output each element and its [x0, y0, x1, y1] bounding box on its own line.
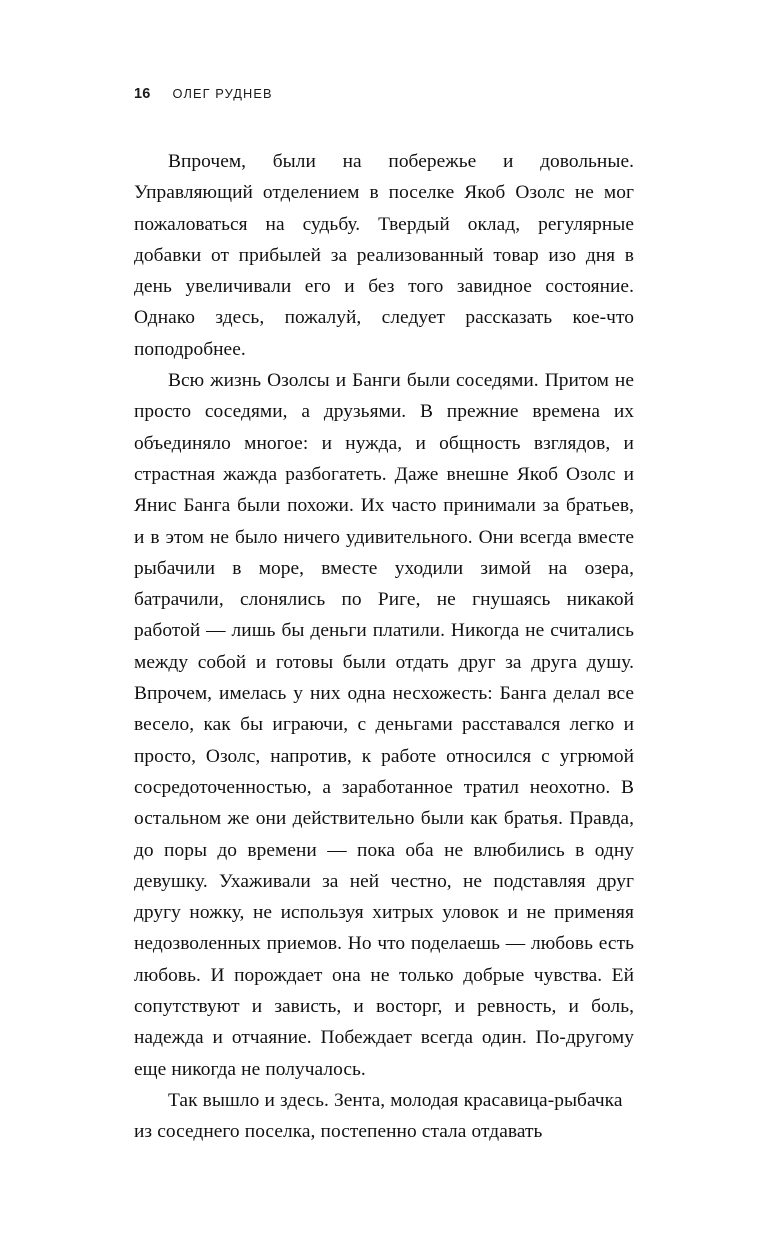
body-text	[134, 146, 634, 1148]
running-head-author: ОЛЕГ РУДНЕВ	[172, 86, 273, 101]
page-number: 16	[134, 86, 151, 102]
paragraph: Впрочем, были на побережье и довольные. Управляющий отделением в поселке Якоб Озолс не мог пожаловаться на судьбу. Твердый оклад, регулярные добавки от прибылей за реализованный товар изо дня в день увеличивали его и без того завидное состояние. Однако здесь, пожалуй, следует рассказать кое-что поподробнее.	[134, 151, 634, 360]
running-head	[134, 86, 634, 102]
page-content	[134, 86, 634, 1148]
paragraph: Так вышло и здесь. Зента, молодая красавица-рыбачка из соседнего поселка, постепенно стала отдавать	[134, 1089, 623, 1143]
paragraph: Всю жизнь Озолсы и Банги были соседями. Притом не просто соседями, а друзьями. В прежние времена их объединяло многое: и нужда, и общность взглядов, и страстная жажда разбогатеть. Даже внешне Якоб Озолс и Янис Банга были похожи. Их часто принимали за братьев, и в этом не было ничего удивительного. Они всегда вместе рыбачили в море, вместе уходили зимой на озера, батрачили, слонялись по Риге, не гнушаясь никакой работой — лишь бы деньги платили. Никогда не считались между собой и готовы были отдать друг за друга душу. Впрочем, имелась у них одна несхожесть: Банга делал все весело, как бы играючи, с деньгами расставался легко и просто, Озолс, напротив, к работе относился с угрюмой сосредоточенностью, а заработанное тратил неохотно. В остальном же они действительно были как братья. Правда, до поры до времени — пока оба не влюбились в одну девушку. Ухаживали за ней честно, не подставляя друг другу ножку, не используя хитрых уловок и не применяя недозволенных приемов. Но что поделаешь — любовь есть любовь. И порождает она не только добрые чувства. Ей сопутствуют и зависть, и восторг, и ревность, и боль, надежда и отчаяние. Побеждает всегда один. По-другому еще никогда не получалось.	[134, 370, 634, 1080]
